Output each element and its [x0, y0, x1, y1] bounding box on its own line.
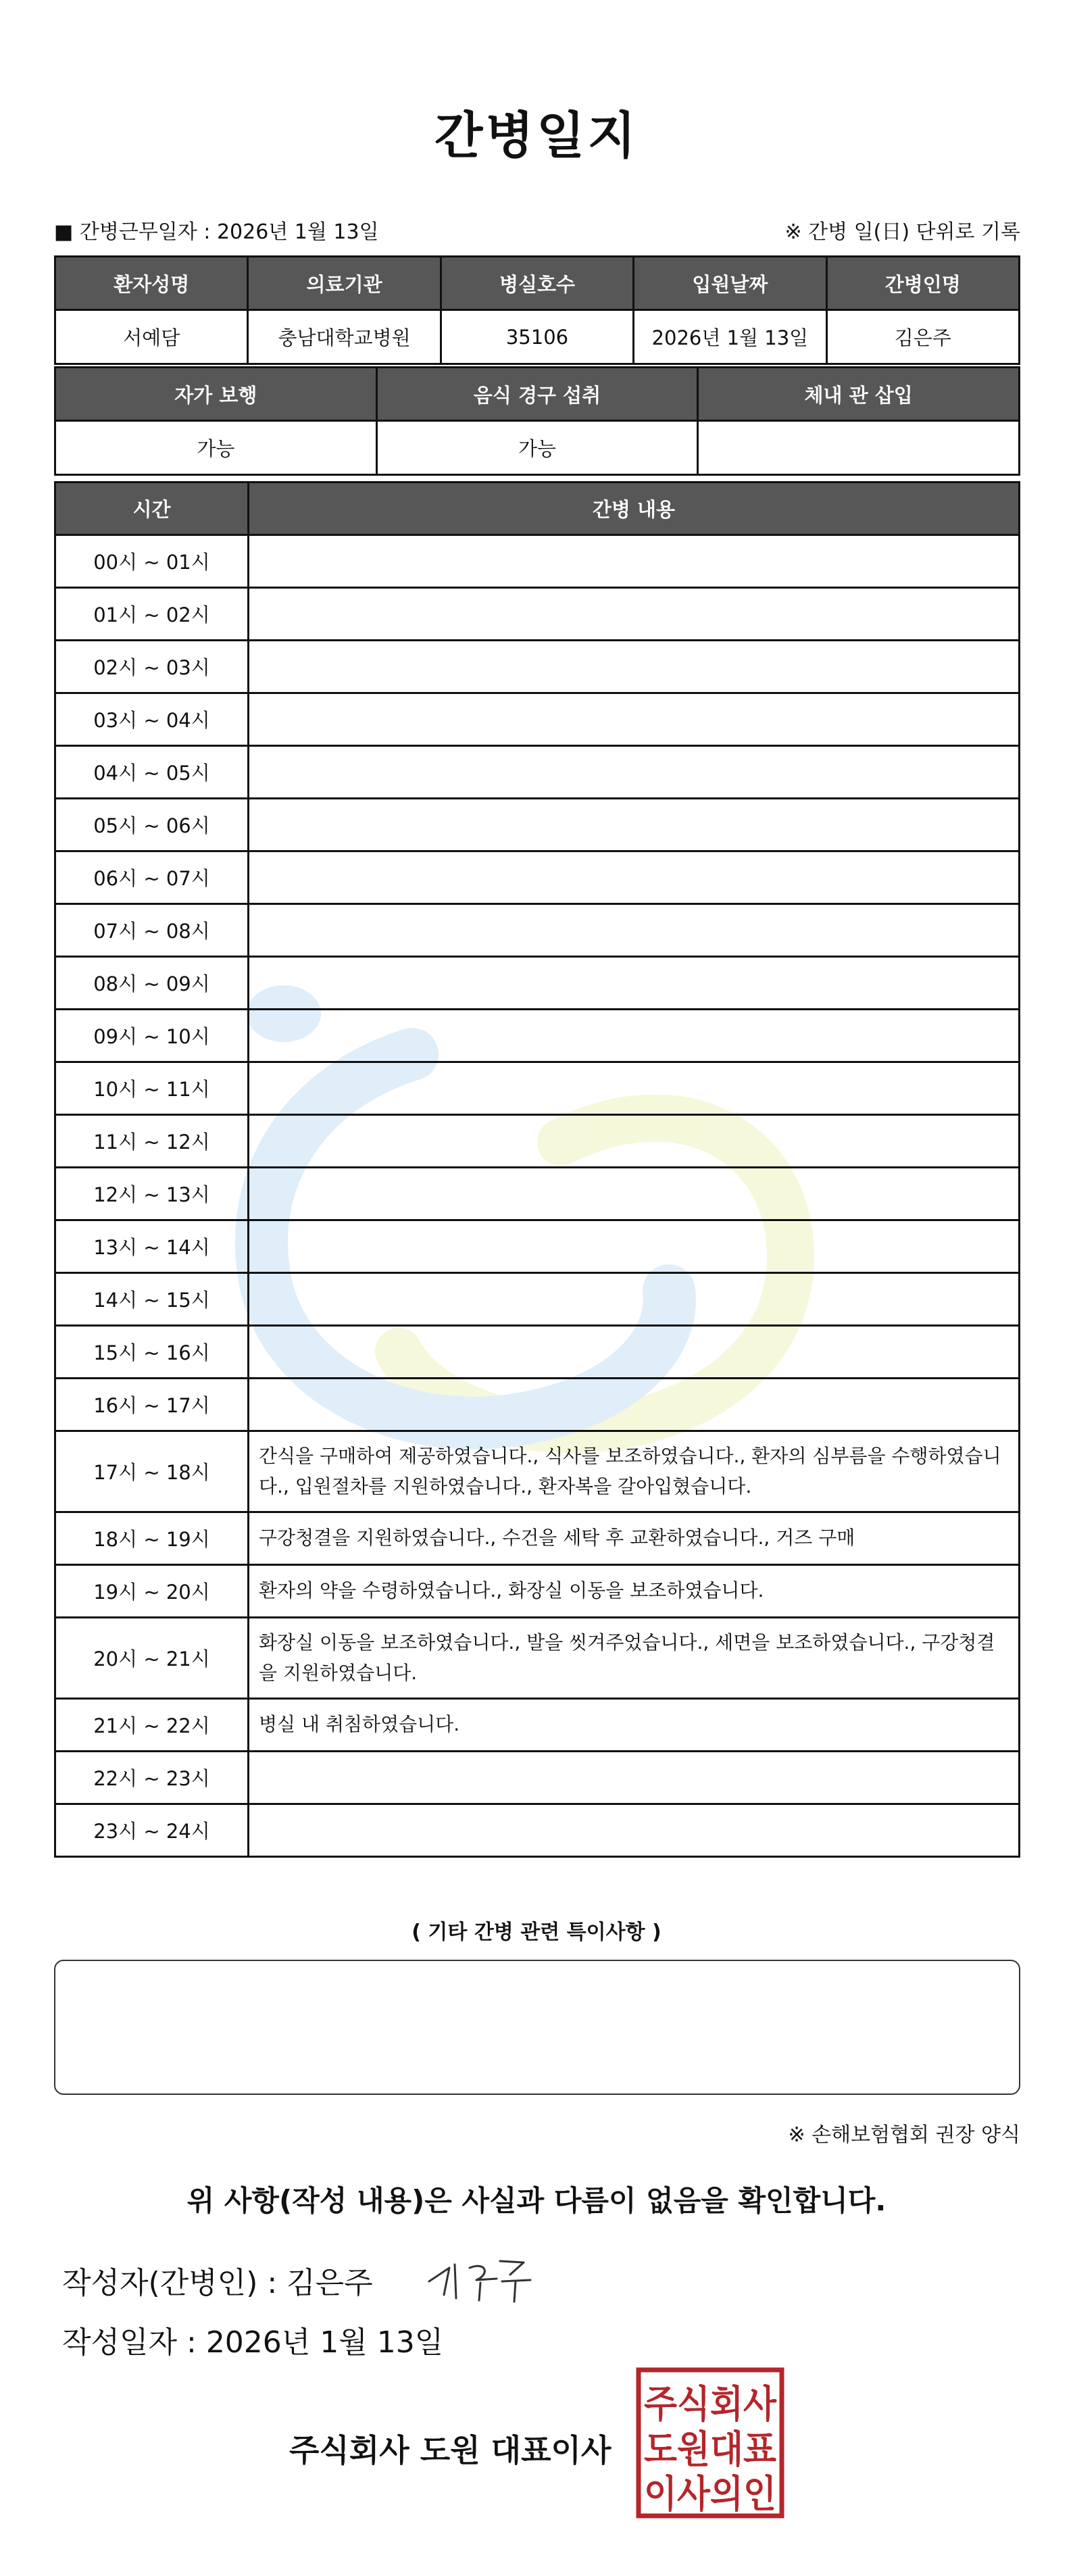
table-row	[55, 535, 1020, 588]
time-slot: 23시 ~ 24시	[55, 1804, 249, 1857]
table-row	[55, 1168, 1020, 1220]
page-title: 간병일지	[434, 107, 639, 165]
table-row	[55, 1326, 1020, 1379]
time-slot: 10시 ~ 11시	[55, 1062, 249, 1115]
table-row	[55, 851, 1020, 904]
time-slot: 12시 ~ 13시	[55, 1168, 249, 1220]
table-row	[55, 693, 1020, 746]
care-content	[249, 799, 1020, 851]
remarks-box	[54, 1960, 1020, 2095]
care-content: 구강청결을 지원하였습니다., 수건을 세탁 후 교환하였습니다., 거즈 구매	[249, 1512, 1020, 1565]
form-source-note: ※ 손해보험협회 권장 양식	[788, 2123, 1020, 2147]
header-caregiver-name: 간병인명	[826, 257, 1019, 310]
header-time: 시간	[55, 482, 249, 535]
header-self-walking: 자가 보행	[55, 368, 377, 421]
table-row	[55, 1699, 1020, 1752]
care-content	[249, 693, 1020, 746]
care-content	[249, 746, 1020, 799]
care-content: 화장실 이동을 보조하였습니다., 발을 씻겨주었습니다., 세면을 보조하였습니다., 구강청결을 지원하였습니다.	[249, 1618, 1020, 1699]
care-content	[249, 1010, 1020, 1062]
table-row	[55, 904, 1020, 957]
writer-line: 작성자(간병인) : 김은주	[62, 2266, 373, 2300]
time-slot: 03시 ~ 04시	[55, 693, 249, 746]
caregiver-name: 김은주	[826, 310, 1019, 364]
self-walking: 가능	[55, 421, 377, 475]
header-tube-insertion: 체내 관 삽입	[698, 368, 1020, 421]
header-care-content: 간병 내용	[249, 482, 1020, 535]
care-content	[249, 1804, 1020, 1857]
header-admission-date: 입원날짜	[634, 257, 826, 310]
time-slot: 02시 ~ 03시	[55, 641, 249, 693]
header-oral-intake: 음식 경구 섭취	[376, 368, 698, 421]
hospital: 충남대학교병원	[248, 310, 441, 364]
patient-ability-table	[54, 366, 1020, 476]
oral-intake: 가능	[376, 421, 698, 475]
time-slot: 07시 ~ 08시	[55, 904, 249, 957]
care-log-table	[54, 481, 1020, 1858]
table-row	[55, 1804, 1020, 1857]
care-content	[249, 1168, 1020, 1220]
seal-line-1: 주식회사	[644, 2383, 777, 2427]
time-slot: 17시 ~ 18시	[55, 1431, 249, 1512]
care-content	[249, 535, 1020, 588]
care-content	[249, 1115, 1020, 1168]
table-row	[55, 588, 1020, 641]
table-row	[55, 641, 1020, 693]
admission-date: 2026년 1월 13일	[634, 310, 826, 364]
care-content	[249, 1326, 1020, 1379]
care-content	[249, 1752, 1020, 1804]
table-row	[55, 1565, 1020, 1618]
tube-insertion	[698, 421, 1020, 475]
time-slot: 00시 ~ 01시	[55, 535, 249, 588]
table-row	[55, 1618, 1020, 1699]
time-slot: 15시 ~ 16시	[55, 1326, 249, 1379]
time-slot: 18시 ~ 19시	[55, 1512, 249, 1565]
care-content	[249, 904, 1020, 957]
time-slot: 04시 ~ 05시	[55, 746, 249, 799]
time-slot: 08시 ~ 09시	[55, 957, 249, 1010]
seal-line-3: 이사의인	[644, 2473, 776, 2517]
unit-note: ※ 간병 일(日) 단위로 기록	[784, 220, 1020, 244]
care-content	[249, 1273, 1020, 1326]
time-slot: 16시 ~ 17시	[55, 1379, 249, 1431]
time-slot: 09시 ~ 10시	[55, 1010, 249, 1062]
company-representative: 주식회사 도원 대표이사	[289, 2432, 612, 2469]
care-content	[249, 641, 1020, 693]
company-seal	[635, 2367, 785, 2519]
seal-line-2: 도원대표	[644, 2428, 776, 2472]
patient-info-table	[54, 255, 1020, 365]
time-slot: 21시 ~ 22시	[55, 1699, 249, 1752]
remarks-heading: ( 기타 간병 관련 특이사항 )	[411, 1921, 662, 1944]
table-row	[55, 1273, 1020, 1326]
table-row	[55, 957, 1020, 1010]
time-slot: 01시 ~ 02시	[55, 588, 249, 641]
header-room-number: 병실호수	[441, 257, 633, 310]
care-content: 환자의 약을 수령하였습니다., 화장실 이동을 보조하였습니다.	[249, 1565, 1020, 1618]
care-content	[249, 1062, 1020, 1115]
table-row	[55, 1431, 1020, 1512]
care-content: 간식을 구매하여 제공하였습니다., 식사를 보조하였습니다., 환자의 심부름을 수행하였습니다., 입원절차를 지원하였습니다., 환자복을 갈아입혔습니다.	[249, 1431, 1020, 1512]
table-row	[55, 1062, 1020, 1115]
header-patient-name: 환자성명	[55, 257, 248, 310]
work-date: ■ 간병근무일자 : 2026년 1월 13일	[54, 220, 379, 244]
time-slot: 05시 ~ 06시	[55, 799, 249, 851]
time-slot: 13시 ~ 14시	[55, 1220, 249, 1273]
time-slot: 14시 ~ 15시	[55, 1273, 249, 1326]
header-hospital: 의료기관	[248, 257, 441, 310]
time-slot: 19시 ~ 20시	[55, 1565, 249, 1618]
time-slot: 11시 ~ 12시	[55, 1115, 249, 1168]
table-row	[55, 746, 1020, 799]
patient-name: 서예담	[55, 310, 248, 364]
confirmation-statement: 위 사항(작성 내용)은 사실과 다름이 없음을 확인합니다.	[186, 2184, 887, 2217]
table-row	[55, 799, 1020, 851]
care-content	[249, 1379, 1020, 1431]
time-slot: 22시 ~ 23시	[55, 1752, 249, 1804]
time-slot: 20시 ~ 21시	[55, 1618, 249, 1699]
care-content	[249, 1220, 1020, 1273]
care-content: 병실 내 취침하였습니다.	[249, 1699, 1020, 1752]
room-number: 35106	[441, 310, 633, 364]
table-row	[55, 1115, 1020, 1168]
table-row	[55, 1752, 1020, 1804]
care-content	[249, 851, 1020, 904]
table-row	[55, 1379, 1020, 1431]
time-slot: 06시 ~ 07시	[55, 851, 249, 904]
write-date-line: 작성일자 : 2026년 1월 13일	[62, 2325, 444, 2360]
care-content	[249, 957, 1020, 1010]
care-content	[249, 588, 1020, 641]
table-row	[55, 1512, 1020, 1565]
signature-image	[422, 2248, 537, 2308]
table-row	[55, 1010, 1020, 1062]
table-row	[55, 1220, 1020, 1273]
